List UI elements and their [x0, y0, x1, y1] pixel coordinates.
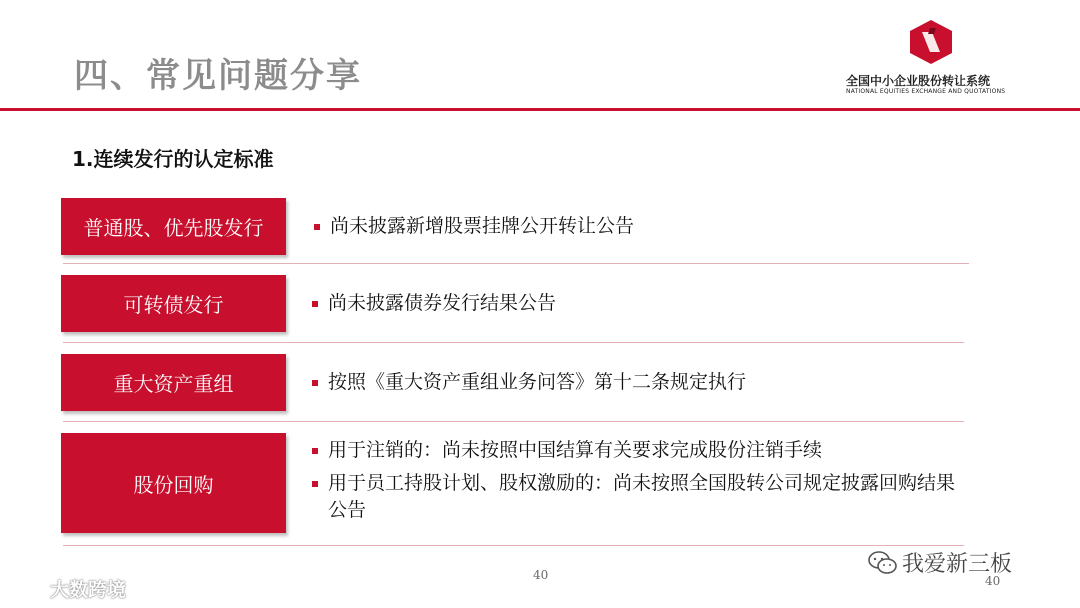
- row-label-common-preferred-stock: 普通股、优先股发行: [61, 198, 286, 255]
- logo-english-text: NATIONAL EQUITIES EXCHANGE AND QUOTATIONS: [846, 88, 1006, 95]
- row-divider: [63, 421, 964, 422]
- list-item: 按照《重大资产重组业务问答》第十二条规定执行: [312, 369, 746, 396]
- row-divider: [63, 545, 964, 546]
- list-item: 用于员工持股计划、股权激励的：尚未按照全国股转公司规定披露回购结果公告: [312, 470, 972, 524]
- brand-icon: [6, 577, 46, 601]
- bullet-icon: [312, 380, 318, 386]
- list-item: 尚未披露新增股票挂牌公开转让公告: [314, 213, 634, 240]
- section-heading: 1.连续发行的认定标准: [72, 147, 274, 171]
- logo-mark-icon: [910, 20, 952, 64]
- slide-title: 四、常见问题分享: [74, 56, 362, 96]
- row-label-convertible-bond: 可转债发行: [61, 275, 286, 332]
- list-item: 尚未披露债券发行结果公告: [312, 290, 556, 317]
- watermark-right: 我爱新三板: [868, 547, 1012, 578]
- row-label-major-restructuring: 重大资产重组: [61, 354, 286, 411]
- page-number: 40: [533, 568, 549, 582]
- wechat-icon: [868, 550, 898, 576]
- header-divider: [0, 108, 1080, 111]
- bullet-icon: [312, 481, 318, 487]
- row-divider: [63, 342, 964, 343]
- bullet-icon: [312, 448, 318, 454]
- row-divider: [63, 263, 969, 264]
- watermark-left: 大数跨境: [6, 575, 126, 602]
- row-label-share-buyback: 股份回购: [61, 433, 286, 533]
- list-item: 用于注销的：尚未按照中国结算有关要求完成股份注销手续: [312, 437, 972, 464]
- bullet-icon: [314, 224, 320, 230]
- bullet-icon: [312, 301, 318, 307]
- page-number-corner: 40: [985, 574, 1001, 588]
- company-logo: [846, 16, 1036, 98]
- logo-chinese-text: 全国中小企业股份转让系统: [846, 74, 991, 88]
